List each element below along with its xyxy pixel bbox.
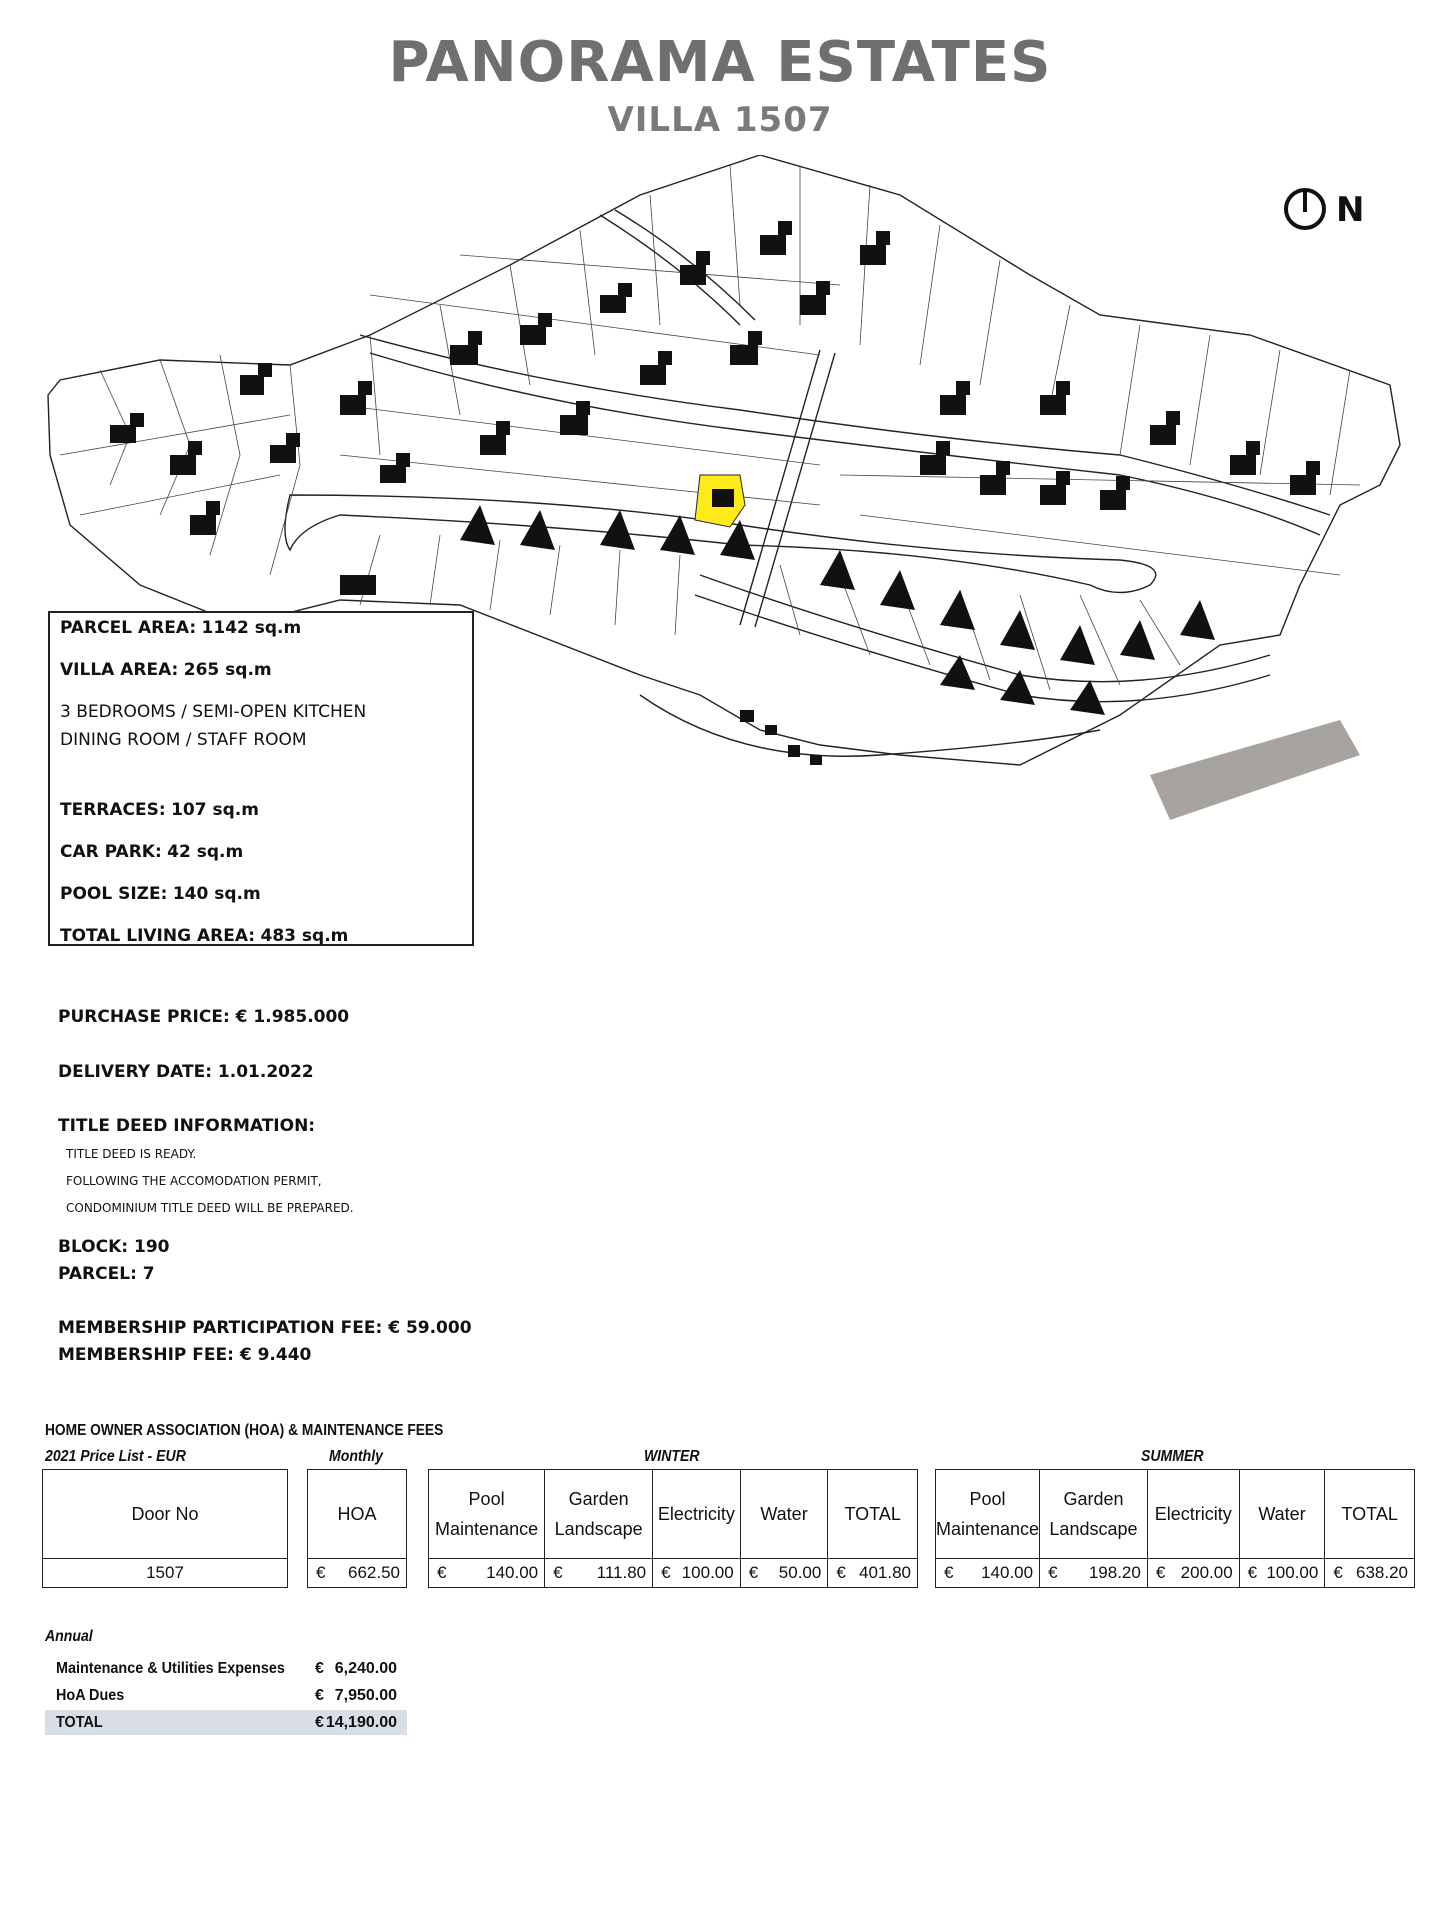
winter-pool-value: € 140.00: [429, 1559, 545, 1588]
winter-pool-header: Pool Maintenance: [429, 1470, 545, 1559]
title-deed-heading: TITLE DEED INFORMATION:: [58, 1116, 316, 1136]
villa-subtitle: VILLA 1507: [607, 100, 833, 140]
north-label: N: [1336, 190, 1365, 230]
summer-pool-header: Pool Maintenance: [936, 1470, 1040, 1559]
page-title: PANORAMA ESTATES: [388, 30, 1052, 95]
winter-garden-value: € 111.80: [545, 1559, 653, 1588]
summer-garden-value: € 198.20: [1040, 1559, 1148, 1588]
annual-row-maintenance: Maintenance & Utilities Expenses € 6,240.00: [56, 1660, 397, 1677]
parcel-area: PARCEL AREA: 1142 sq.m: [60, 618, 302, 638]
parcel-number: PARCEL: 7: [58, 1264, 155, 1284]
winter-water-value: € 50.00: [740, 1559, 828, 1588]
winter-water-header: Water: [740, 1470, 828, 1559]
specs-box: [48, 611, 474, 946]
winter-total-header: TOTAL: [828, 1470, 918, 1559]
delivery-date: DELIVERY DATE: 1.01.2022: [58, 1062, 314, 1082]
door-value: 1507: [43, 1559, 288, 1588]
title-deed-note: FOLLOWING THE ACCOMODATION PERMIT,: [66, 1174, 322, 1188]
summer-total-value: € 638.20: [1325, 1559, 1415, 1588]
triangle-villas: [460, 505, 1215, 715]
pool-size: POOL SIZE: 140 sq.m: [60, 884, 261, 904]
hoa-table: [307, 1469, 407, 1588]
hoa-fees-heading: HOME OWNER ASSOCIATION (HOA) & MAINTENANCE FEES: [45, 1422, 444, 1439]
summer-electricity-header: Electricity: [1147, 1470, 1239, 1559]
membership-fee: MEMBERSHIP FEE: € 9.440: [58, 1345, 312, 1365]
villa-footprints: [110, 221, 1320, 595]
cross-road: [740, 350, 835, 627]
membership-participation-fee: MEMBERSHIP PARTICIPATION FEE: € 59.000: [58, 1318, 472, 1338]
coast-rocks: [740, 710, 822, 765]
summer-garden-header: Garden Landscape: [1040, 1470, 1148, 1559]
villa-area: VILLA AREA: 265 sq.m: [60, 660, 272, 680]
price-list-caption: 2021 Price List - EUR: [45, 1448, 186, 1465]
north-arrow-icon: [1282, 186, 1334, 232]
summer-total-header: TOTAL: [1325, 1470, 1415, 1559]
winter-table: [428, 1469, 918, 1588]
winter-electricity-value: € 100.00: [653, 1559, 741, 1588]
summer-table: [935, 1469, 1415, 1588]
rooms-line-1: 3 BEDROOMS / SEMI-OPEN KITCHEN: [60, 702, 367, 722]
block-number: BLOCK: 190: [58, 1237, 170, 1257]
terraces: TERRACES: 107 sq.m: [60, 800, 259, 820]
beach-area: [1150, 720, 1360, 820]
total-living-area: TOTAL LIVING AREA: 483 sq.m: [60, 926, 349, 946]
summer-electricity-value: € 200.00: [1147, 1559, 1239, 1588]
annual-caption: Annual: [45, 1628, 93, 1645]
monthly-caption: Monthly: [329, 1448, 383, 1465]
car-park: CAR PARK: 42 sq.m: [60, 842, 244, 862]
winter-caption: WINTER: [644, 1448, 700, 1465]
winter-electricity-header: Electricity: [653, 1470, 741, 1559]
title-deed-note: TITLE DEED IS READY.: [66, 1147, 197, 1161]
hoa-value-cell: € 662.50: [308, 1559, 407, 1588]
summer-water-header: Water: [1239, 1470, 1325, 1559]
rooms-line-2: DINING ROOM / STAFF ROOM: [60, 730, 307, 750]
summer-water-value: € 100.00: [1239, 1559, 1325, 1588]
winter-garden-header: Garden Landscape: [545, 1470, 653, 1559]
door-header: Door No: [43, 1470, 288, 1559]
annual-row-hoa-dues: HoA Dues € 7,950.00: [56, 1687, 397, 1704]
summer-caption: SUMMER: [1141, 1448, 1204, 1465]
title-deed-note: CONDOMINIUM TITLE DEED WILL BE PREPARED.: [66, 1201, 354, 1215]
annual-row-total: TOTAL € 14,190.00: [45, 1710, 407, 1735]
door-table: [42, 1469, 288, 1588]
lower-road: [695, 575, 1270, 702]
hoa-header: HOA: [308, 1470, 407, 1559]
summer-pool-value: € 140.00: [936, 1559, 1040, 1588]
winter-total-value: € 401.80: [828, 1559, 918, 1588]
purchase-price: PURCHASE PRICE: € 1.985.000: [58, 1007, 350, 1027]
